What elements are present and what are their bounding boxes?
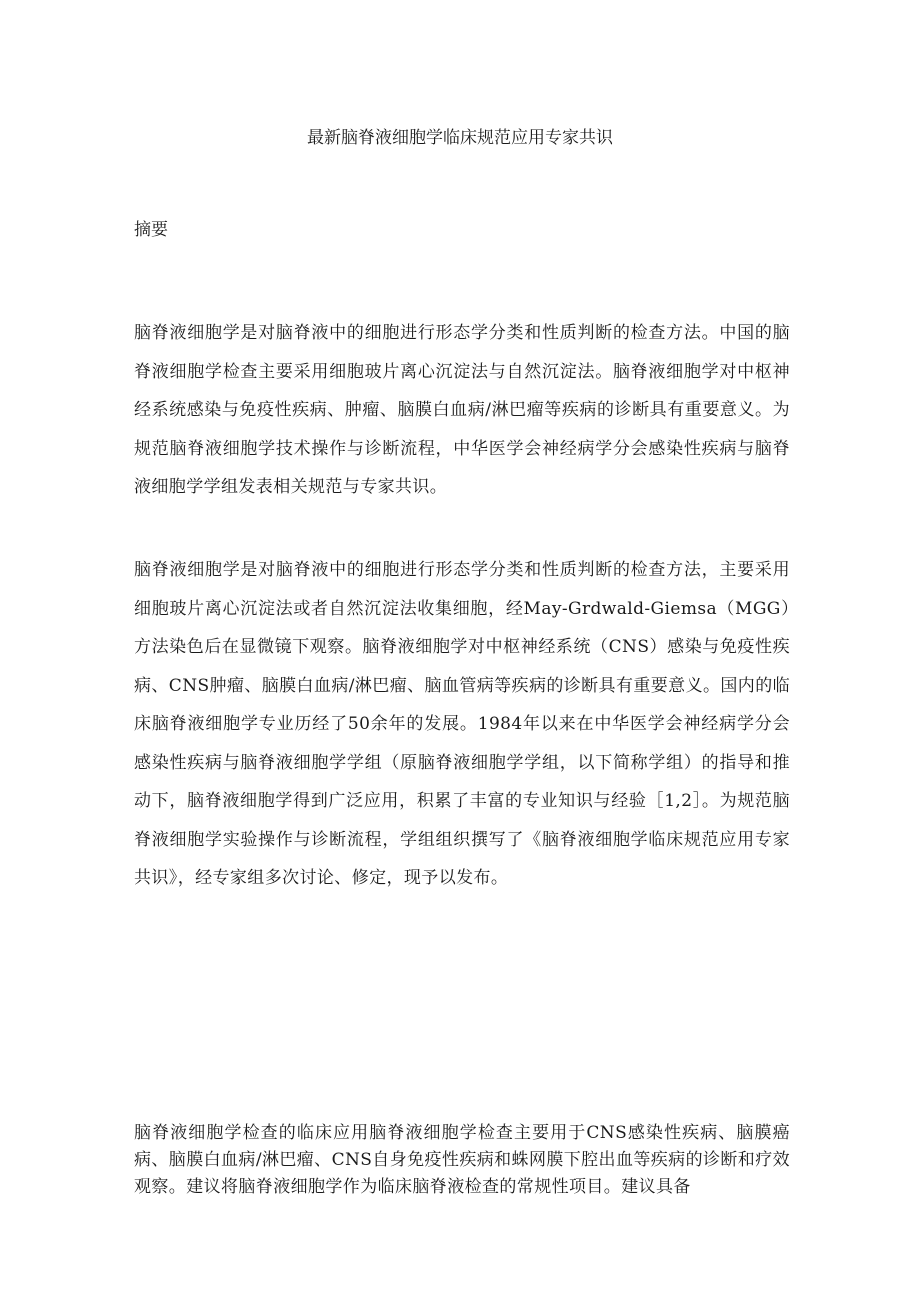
paragraph-clinical-application: 脑脊液细胞学检查的临床应用脑脊液细胞学检查主要用于CNS感染性疾病、脑膜癌病、脑膜白血病/淋巴瘤、CNS自身免疫性疾病和蛛网膜下腔出血等疾病的诊断和疗效观察。建议将脑脊液细胞学作为临床脑脊液检查的常规性项目。建议具备 [134, 1123, 790, 1197]
document-title: 最新脑脊液细胞学临床规范应用专家共识 [307, 128, 613, 148]
paragraph-summary: 脑脊液细胞学是对脑脊液中的细胞进行形态学分类和性质判断的检查方法。中国的脑脊液细胞学检查主要采用细胞玻片离心沉淀法与自然沉淀法。脑脊液细胞学对中枢神经系统感染与免疫性疾病、肿瘤、脑膜白血病/淋巴瘤等疾病的诊断具有重要意义。为规范脑脊液细胞学技术操作与诊断流程，中华医学会神经病学分会感染性疾病与脑脊液细胞学学组发表相关规范与专家共识。 [134, 323, 790, 498]
abstract-heading: 摘要 [134, 220, 168, 240]
paragraph-introduction: 脑脊液细胞学是对脑脊液中的细胞进行形态学分类和性质判断的检查方法，主要采用细胞玻片离心沉淀法或者自然沉淀法收集细胞，经May-Grdwald-Giemsa（MGG）方法染色后在显微镜下观察。脑脊液细胞学对中枢神经系统（CNS）感染与免疫性疾病、CNS肿瘤、脑膜白血病/淋巴瘤、脑血管病等疾病的诊断具有重要意义。国内的临床脑脊液细胞学专业历经了50余年的发展。1984年以来在中华医学会神经病学分会感染性疾病与脑脊液细胞学学组（原脑脊液细胞学学组，以下简称学组）的指导和推动下，脑脊液细胞学得到广泛应用，积累了丰富的专业知识与经验［1,2］。为规范脑脊液细胞学实验操作与诊断流程，学组组织撰写了《脑脊液细胞学临床规范应用专家共识》，经专家组多次讨论、修定，现予以发布。 [134, 560, 790, 888]
